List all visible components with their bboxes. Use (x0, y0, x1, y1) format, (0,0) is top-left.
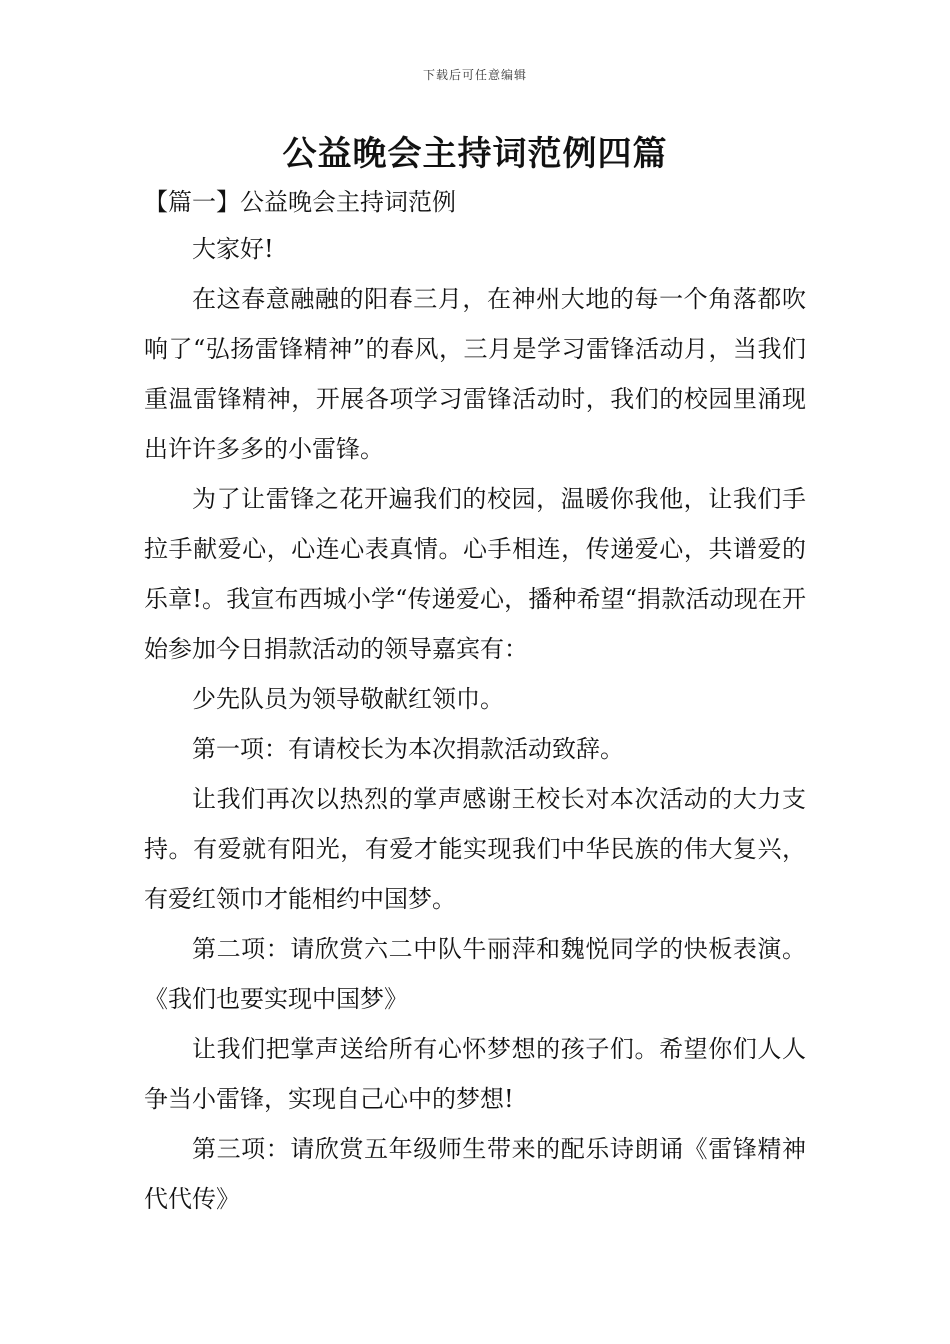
paragraph: 在这春意融融的阳春三月，在神州大地的每一个角落都吹响了“弘扬雷锋精神”的春风，三月是学习雷锋活动月，当我们重温雷锋精神，开展各项学习雷锋活动时，我们的校园里涌现出许许多多的小雷锋。 (144, 285, 806, 463)
paragraph-greeting: 大家好! (192, 235, 274, 263)
paragraph: 第三项：请欣赏五年级师生带来的配乐诗朗诵《雷锋精神代代传》 (144, 1135, 806, 1213)
header-note: 下载后可任意编辑 (422, 68, 527, 82)
paragraph: 少先队员为领导敬献红领巾。 (192, 685, 504, 713)
document-body (144, 224, 806, 1224)
paragraph: 第一项：有请校长为本次捐款活动致辞。 (192, 735, 624, 763)
paragraph: 第二项：请欣赏六二中队牛丽萍和魏悦同学的快板表演。《我们也要实现中国梦》 (144, 935, 806, 1013)
section-heading: 【篇一】公益晚会主持词范例 (144, 188, 456, 216)
paragraph: 让我们再次以热烈的掌声感谢王校长对本次活动的大力支持。有爱就有阳光，有爱才能实现我们中华民族的伟大复兴，有爱红领巾才能相约中国梦。 (144, 785, 806, 913)
document-title: 公益晚会主持词范例四篇 (282, 134, 668, 174)
paragraph: 让我们把掌声送给所有心怀梦想的孩子们。希望你们人人争当小雷锋，实现自己心中的梦想! (144, 1035, 806, 1113)
paragraph: 为了让雷锋之花开遍我们的校园，温暖你我他，让我们手拉手献爱心，心连心表真情。心手相连，传递爱心，共谱爱的乐章!。我宣布西城小学“传递爱心，播种希望“捐款活动现在开始参加今日捐款活动的领导嘉宾有： (144, 485, 806, 663)
